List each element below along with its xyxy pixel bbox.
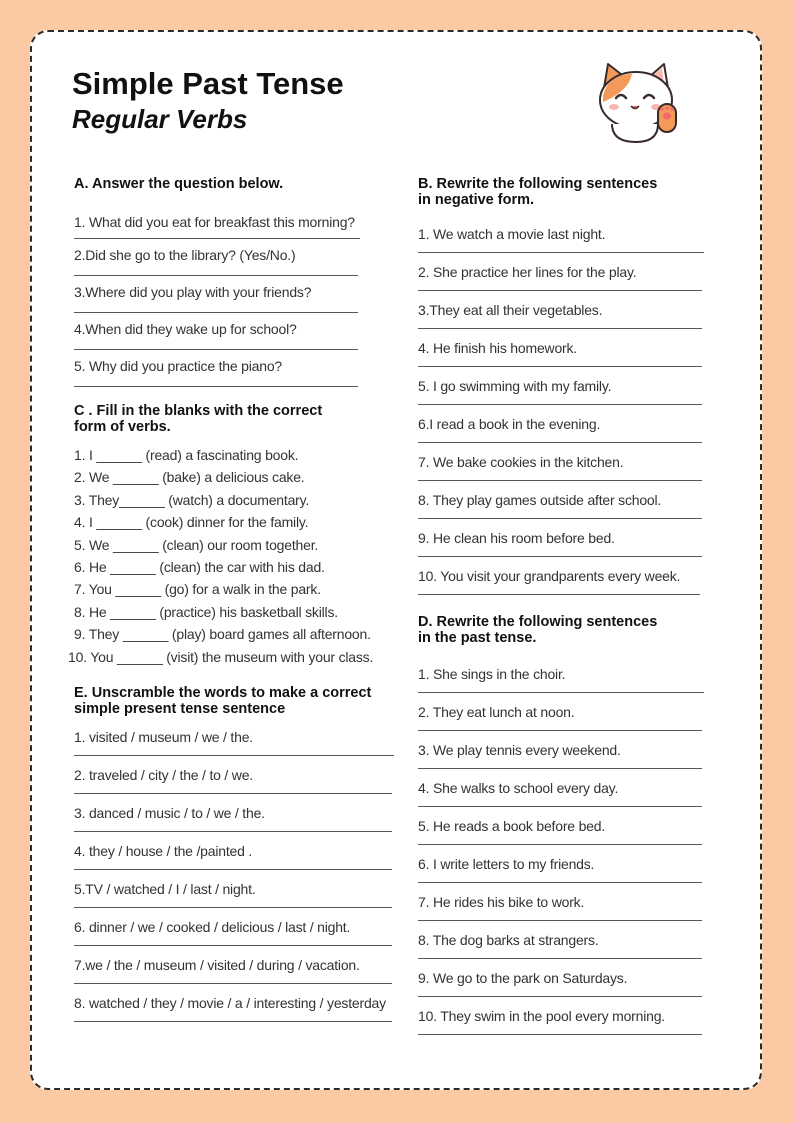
unscramble-text: 4. they / house / the /painted . — [74, 842, 253, 859]
right-column — [418, 176, 708, 1046]
fill-item-8[interactable]: 8. He ______ (practice) his basketball skills. — [74, 603, 338, 620]
unscramble-text: 6. dinner / we / cooked / delicious / last / night. — [74, 918, 351, 935]
past-tense-item-5 — [418, 818, 708, 856]
question-text: 2.Did she go to the library? (Yes/No.) — [74, 247, 296, 263]
answer-line[interactable] — [418, 594, 700, 595]
negative-item-7 — [418, 454, 708, 492]
question-text: 3.Where did you play with your friends? — [74, 284, 312, 300]
unscramble-item-7 — [74, 957, 396, 995]
answer-line[interactable] — [74, 349, 358, 350]
past-tense-item-3 — [418, 742, 708, 780]
negative-item-4 — [418, 340, 708, 378]
answer-line[interactable] — [74, 945, 392, 946]
sentence-text: 5. He reads a book before bed. — [418, 818, 606, 834]
worksheet-title: Simple Past Tense — [72, 66, 344, 101]
answer-line[interactable] — [74, 275, 358, 276]
answer-line[interactable] — [418, 920, 702, 921]
negative-item-10 — [418, 568, 708, 606]
section-d-heading-line1: D. Rewrite the following sentences — [418, 614, 658, 630]
section-a-heading: A. Answer the question below. — [74, 176, 284, 192]
answer-line[interactable] — [418, 556, 702, 557]
answer-line[interactable] — [418, 518, 702, 519]
answer-line[interactable] — [418, 692, 704, 693]
past-tense-item-9 — [418, 970, 708, 1008]
unscramble-item-6 — [74, 919, 396, 957]
sentence-text: 7. He rides his bike to work. — [418, 894, 585, 910]
section-a — [74, 176, 396, 387]
sentence-text: 7. We bake cookies in the kitchen. — [418, 454, 624, 470]
answer-line[interactable] — [418, 404, 702, 405]
answer-line[interactable] — [418, 996, 702, 997]
answer-line[interactable] — [418, 366, 702, 367]
question-text: 4.When did they wake up for school? — [74, 321, 297, 337]
answer-line[interactable] — [418, 730, 702, 731]
unscramble-text: 5.TV / watched / I / last / night. — [74, 880, 256, 897]
fill-item-6[interactable]: 6. He ______ (clean) the car with his dad. — [74, 558, 325, 575]
sentence-text: 1. We watch a movie last night. — [418, 226, 606, 242]
sentence-text: 8. They play games outside after school. — [418, 492, 662, 508]
negative-item-8 — [418, 492, 708, 530]
unscramble-text: 1. visited / museum / we / the. — [74, 728, 253, 745]
unscramble-text: 8. watched / they / movie / a / interesting / yesterday — [74, 994, 386, 1011]
section-b-heading-line2: in negative form. — [418, 192, 535, 208]
answer-line[interactable] — [74, 238, 360, 239]
answer-line[interactable] — [418, 328, 702, 329]
section-c-heading-line2: form of verbs. — [74, 419, 171, 435]
left-column — [68, 176, 396, 1033]
answer-line[interactable] — [74, 1021, 392, 1022]
unscramble-item-8 — [74, 995, 396, 1033]
sentence-text: 6.I read a book in the evening. — [418, 416, 601, 432]
unscramble-item-2 — [74, 767, 396, 805]
section-d-heading-line2: in the past tense. — [418, 630, 537, 646]
unscramble-item-5 — [74, 881, 396, 919]
sentence-text: 3. We play tennis every weekend. — [418, 742, 621, 758]
past-tense-item-2 — [418, 704, 708, 742]
past-tense-item-4 — [418, 780, 708, 818]
question-text: 5. Why did you practice the piano? — [74, 358, 282, 374]
answer-line[interactable] — [418, 806, 702, 807]
sentence-text: 2. She practice her lines for the play. — [418, 264, 637, 280]
fill-item-5[interactable]: 5. We ______ (clean) our room together. — [74, 536, 319, 553]
section-b — [418, 176, 708, 606]
negative-item-9 — [418, 530, 708, 568]
past-tense-item-6 — [418, 856, 708, 894]
answer-line[interactable] — [74, 312, 358, 313]
answer-line[interactable] — [418, 768, 702, 769]
sentence-text: 10. They swim in the pool every morning. — [418, 1008, 665, 1024]
section-a-question-1 — [74, 214, 396, 239]
negative-item-5 — [418, 378, 708, 416]
section-e-heading-line1: E. Unscramble the words to make a correct — [74, 684, 372, 701]
answer-line[interactable] — [74, 831, 392, 832]
sentence-text: 1. She sings in the choir. — [418, 666, 566, 682]
negative-item-6 — [418, 416, 708, 454]
unscramble-item-4 — [74, 843, 396, 881]
answer-line[interactable] — [418, 480, 702, 481]
section-b-heading-line1: B. Rewrite the following sentences — [418, 176, 658, 192]
section-e — [74, 685, 396, 1033]
section-a-question-4 — [74, 321, 396, 350]
answer-line[interactable] — [418, 882, 702, 883]
fill-item-1[interactable]: 1. I ______ (read) a fascinating book. — [74, 447, 299, 463]
section-e-heading-line2: simple present tense sentence — [74, 700, 286, 717]
unscramble-text: 7.we / the / museum / visited / during / vacation. — [74, 956, 360, 973]
sentence-text: 9. We go to the park on Saturdays. — [418, 970, 628, 986]
section-a-question-3 — [74, 284, 396, 313]
answer-line[interactable] — [418, 252, 704, 253]
sentence-text: 9. He clean his room before bed. — [418, 530, 615, 546]
fill-item-7[interactable]: 7. You ______ (go) for a walk in the park. — [74, 581, 321, 598]
sentence-text: 5. I go swimming with my family. — [418, 378, 612, 394]
sentence-text: 2. They eat lunch at noon. — [418, 704, 575, 720]
question-text: 1. What did you eat for breakfast this morning? — [74, 214, 355, 230]
sentence-text: 10. You visit your grandparents every week. — [418, 568, 681, 584]
answer-line[interactable] — [74, 983, 392, 984]
past-tense-item-1 — [418, 666, 708, 704]
waving-cat-icon — [590, 58, 686, 144]
sentence-text: 6. I write letters to my friends. — [418, 856, 595, 872]
sentence-text: 4. She walks to school every day. — [418, 780, 619, 796]
past-tense-item-7 — [418, 894, 708, 932]
sentence-text: 3.They eat all their vegetables. — [418, 302, 603, 318]
answer-line[interactable] — [418, 442, 702, 443]
answer-line[interactable] — [418, 958, 702, 959]
fill-item-2[interactable]: 2. We ______ (bake) a delicious cake. — [74, 469, 305, 486]
answer-line[interactable] — [418, 290, 702, 291]
sentence-text: 8. The dog barks at strangers. — [418, 932, 599, 948]
answer-line[interactable] — [74, 793, 392, 794]
negative-item-3 — [418, 302, 708, 340]
unscramble-text: 2. traveled / city / the / to / we. — [74, 766, 253, 783]
section-a-question-2 — [74, 247, 396, 276]
fill-item-4[interactable]: 4. I ______ (cook) dinner for the family. — [74, 514, 309, 531]
answer-line[interactable] — [74, 869, 392, 870]
answer-line[interactable] — [74, 907, 392, 908]
sentence-text: 4. He finish his homework. — [418, 340, 577, 356]
fill-item-3[interactable]: 3. They______ (watch) a documentary. — [74, 491, 310, 508]
fill-item-9[interactable]: 9. They ______ (play) board games all afternoon. — [74, 626, 371, 643]
section-c — [68, 403, 396, 671]
section-a-question-5 — [74, 358, 396, 387]
section-d — [418, 614, 708, 1046]
answer-line[interactable] — [74, 386, 358, 387]
unscramble-item-3 — [74, 805, 396, 843]
worksheet-subtitle: Regular Verbs — [72, 104, 248, 134]
past-tense-item-8 — [418, 932, 708, 970]
unscramble-item-1 — [74, 729, 396, 767]
fill-item-10[interactable]: 10. You ______ (visit) the museum with your class. — [68, 648, 374, 665]
section-c-heading-line1: C . Fill in the blanks with the correct — [74, 403, 323, 419]
unscramble-text: 3. danced / music / to / we / the. — [74, 804, 265, 821]
past-tense-item-10 — [418, 1008, 708, 1046]
negative-item-1 — [418, 226, 708, 264]
answer-line[interactable] — [418, 844, 702, 845]
answer-line[interactable] — [418, 1034, 702, 1035]
answer-line[interactable] — [74, 755, 394, 756]
negative-item-2 — [418, 264, 708, 302]
